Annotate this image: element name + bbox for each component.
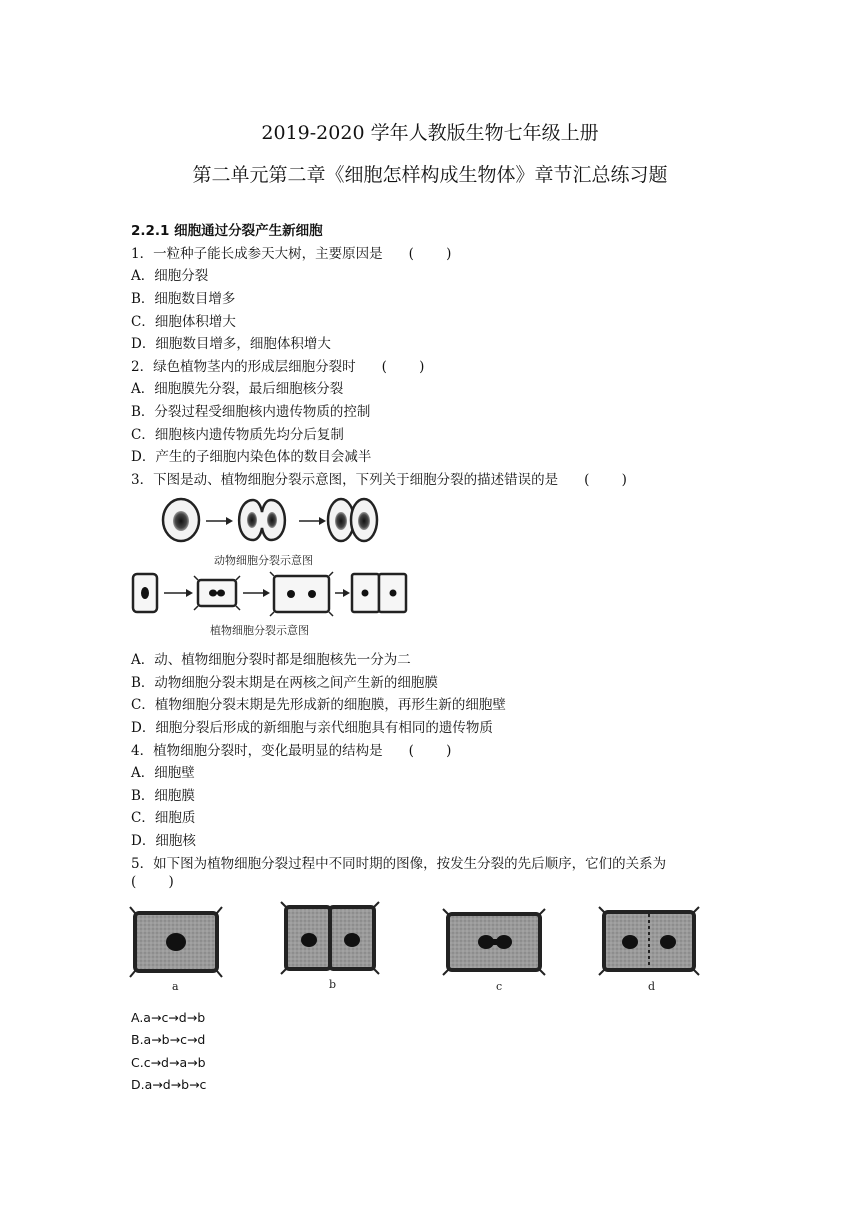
option-5b: B.a→b→c→d [131,1032,206,1047]
arrow-icon [206,517,233,525]
section-heading: 2.2.1 细胞通过分裂产生新细胞 [131,223,323,239]
cell-stage-a [130,907,222,993]
answer-blank: ( ) [584,472,641,488]
option-4b: B．细胞膜 [131,788,195,804]
plant-cell-stage-1 [133,574,157,612]
animal-cell-stage-3 [328,499,377,541]
option-3c: C．植物细胞分裂末期是先形成新的细胞膜，再形生新的细胞壁 [131,697,506,713]
option-5c: C.c→d→a→b [131,1055,206,1070]
option-2b: B．分裂过程受细胞核内遗传物质的控制 [131,404,371,420]
plant-cell-stage-4 [352,574,406,612]
arrow-icon [164,589,193,597]
stage-label-d: d [648,980,656,993]
option-1d: D．细胞数目增多，细胞体积增大 [131,336,331,352]
option-4a: A．细胞壁 [131,765,195,781]
answer-blank: ( ) [408,246,466,262]
option-3d: D．细胞分裂后形成的新细胞与亲代细胞具有相同的遗传物质 [131,720,493,736]
cell-stage-b [281,902,379,991]
animal-figure-caption: 动物细胞分裂示意图 [214,554,313,567]
cell-division-figure [128,494,418,644]
stage-label-b: b [329,978,337,991]
option-2c: C．细胞核内遗传物质先均分后复制 [131,427,344,443]
option-5d: D.a→d→b→c [131,1077,207,1092]
cell-stage-c [443,909,545,993]
answer-blank: ( ) [408,743,466,759]
option-1b: B．细胞数目增多 [131,291,236,307]
option-1c: C．细胞体积增大 [131,314,236,330]
option-1a: A．细胞分裂 [131,268,209,284]
animal-cell-stage-1 [163,499,199,541]
question-1 [131,242,465,262]
option-3b: B．动物细胞分裂末期是在两核之间产生新的细胞膜 [131,675,438,691]
option-4c: C．细胞质 [131,810,196,826]
stage-label-c: c [496,980,503,993]
question-3 [131,468,641,488]
question-5: 5．如下图为植物细胞分裂过程中不同时期的图像，按发生分裂的先后顺序，它们的关系为 [131,856,667,872]
arrow-icon [243,589,270,597]
option-2d: D．产生的子细胞内染色体的数目会减半 [131,449,372,465]
document-title-line1: 2019-2020 学年人教版生物七年级上册 [261,122,599,144]
answer-blank: ( ) [131,874,188,890]
arrow-icon [299,517,326,525]
plant-figure-caption: 植物细胞分裂示意图 [210,624,309,637]
cell-stage-d [599,907,699,993]
question-stem: 1．一粒种子能长成参天大树，主要原因是 [131,246,383,262]
question-4 [131,739,465,759]
arrow-icon [335,589,350,597]
stage-label-a: a [172,980,179,993]
question-stem: 2．绿色植物茎内的形成层细胞分裂时 [131,359,356,375]
question-2 [131,355,438,375]
option-3a: A．动、植物细胞分裂时都是细胞核先一分为二 [131,652,411,668]
plant-cell-stages-figure [128,900,718,995]
answer-blank: ( ) [381,359,439,375]
option-5a: A.a→c→d→b [131,1010,206,1025]
question-stem: 4．植物细胞分裂时，变化最明显的结构是 [131,743,383,759]
animal-cell-stage-2 [239,500,285,540]
plant-cell-stage-3 [270,572,333,616]
document-title-line2: 第二单元第二章《细胞怎样构成生物体》章节汇总练习题 [192,164,668,186]
question-stem: 3．下图是动、植物细胞分裂示意图，下列关于细胞分裂的描述错误的是 [131,472,559,488]
plant-cell-stage-2 [194,576,240,610]
option-2a: A．细胞膜先分裂，最后细胞核分裂 [131,381,344,397]
option-4d: D．细胞核 [131,833,196,849]
